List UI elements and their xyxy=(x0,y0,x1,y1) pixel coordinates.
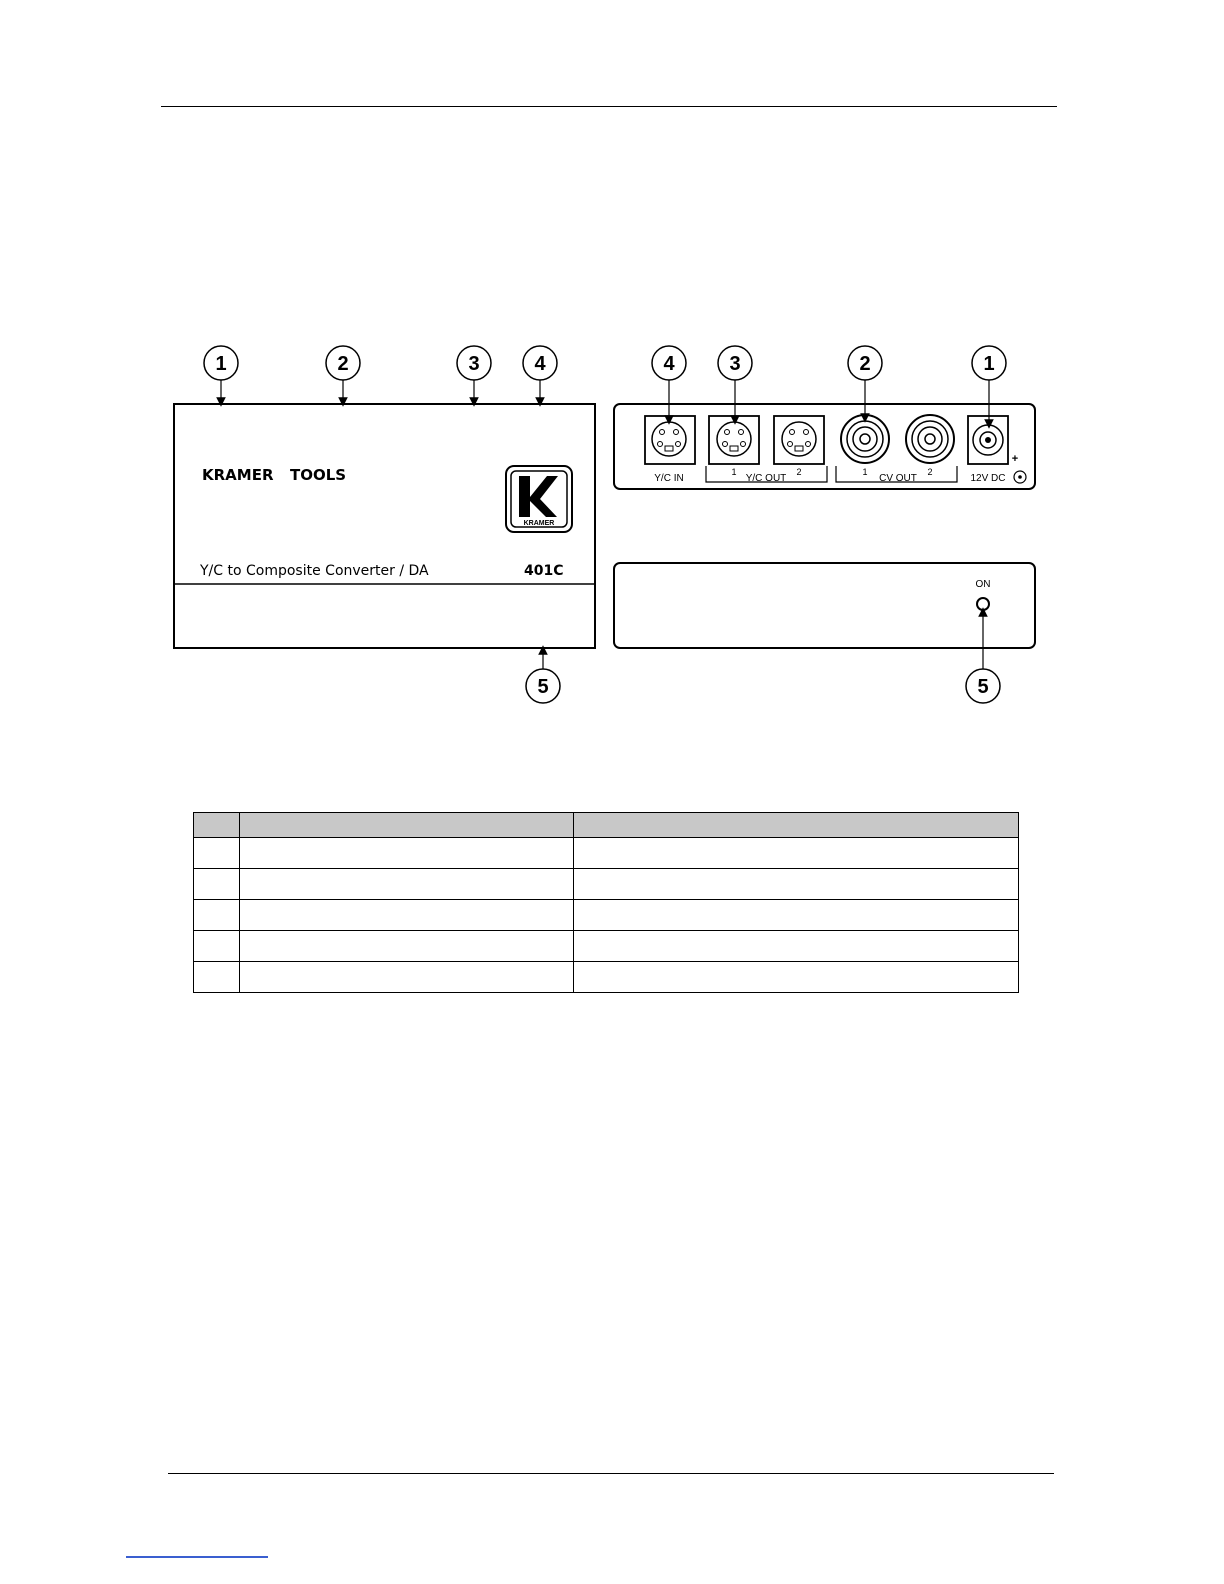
table-cell xyxy=(194,900,240,931)
table-cell xyxy=(574,900,1019,931)
table-row xyxy=(194,962,1019,993)
yc-out-2-connector xyxy=(774,416,824,464)
rear-callout-4: 4 xyxy=(663,353,675,375)
product-name: Y/C to Composite Converter / DA xyxy=(200,563,429,579)
cv-out-port-1: 1 xyxy=(862,467,868,477)
legend-header-cell xyxy=(194,813,240,838)
yc-out-port-1: 1 xyxy=(731,467,737,477)
cv-out-1-bnc xyxy=(841,415,889,463)
table-cell xyxy=(240,962,574,993)
legend-table xyxy=(193,812,1019,993)
table-cell xyxy=(240,869,574,900)
table-row xyxy=(194,838,1019,869)
table-cell xyxy=(240,838,574,869)
power-jack xyxy=(968,416,1008,464)
table-cell xyxy=(194,962,240,993)
table-row xyxy=(194,869,1019,900)
table-cell xyxy=(574,869,1019,900)
rear-callout-3: 3 xyxy=(729,353,741,375)
side-callout-5: 5 xyxy=(977,676,989,698)
table-cell xyxy=(240,931,574,962)
yc-out-label: Y/C OUT xyxy=(745,473,787,484)
legend-header-cell xyxy=(574,813,1019,838)
callout-4: 4 xyxy=(534,353,546,375)
polarity-icon xyxy=(1014,471,1026,483)
brand-kramer: KRAMER xyxy=(202,466,274,484)
cv-out-2-bnc xyxy=(906,415,954,463)
device-figure xyxy=(0,0,1224,720)
front-panel xyxy=(174,404,595,648)
table-row xyxy=(194,931,1019,962)
table-cell xyxy=(574,931,1019,962)
yc-in-label: Y/C IN xyxy=(654,473,684,484)
table-cell xyxy=(194,869,240,900)
callout-5: 5 xyxy=(537,676,549,698)
model-number: 401C xyxy=(524,563,564,579)
led-label: ON xyxy=(975,579,991,590)
rear-callout-2: 2 xyxy=(859,353,871,375)
side-panel xyxy=(614,563,1035,648)
cv-out-label: CV OUT xyxy=(879,473,917,484)
legend-header-row xyxy=(194,813,1019,838)
table-cell xyxy=(194,931,240,962)
yc-out-port-2: 2 xyxy=(796,467,802,477)
power-polarity: + xyxy=(1011,453,1019,465)
yc-in-connector xyxy=(645,416,695,464)
brand-tools: TOOLS xyxy=(290,466,347,484)
table-row xyxy=(194,900,1019,931)
table-cell xyxy=(574,962,1019,993)
rear-panel xyxy=(614,404,1035,489)
rear-callout-1: 1 xyxy=(983,353,995,375)
callout-1: 1 xyxy=(215,353,227,375)
yc-out-1-connector xyxy=(709,416,759,464)
table-cell xyxy=(194,838,240,869)
callout-2: 2 xyxy=(337,353,349,375)
footer-rule xyxy=(168,1473,1054,1474)
cv-out-port-2: 2 xyxy=(927,467,933,477)
footer-link-underline[interactable] xyxy=(126,1556,268,1558)
kramer-logo xyxy=(506,466,572,532)
power-label: 12V DC xyxy=(970,473,1006,484)
legend-header-cell xyxy=(240,813,574,838)
callout-3: 3 xyxy=(468,353,480,375)
table-cell xyxy=(574,838,1019,869)
table-cell xyxy=(240,900,574,931)
logo-text: KRAMER xyxy=(523,520,555,527)
on-led-icon xyxy=(977,598,989,610)
